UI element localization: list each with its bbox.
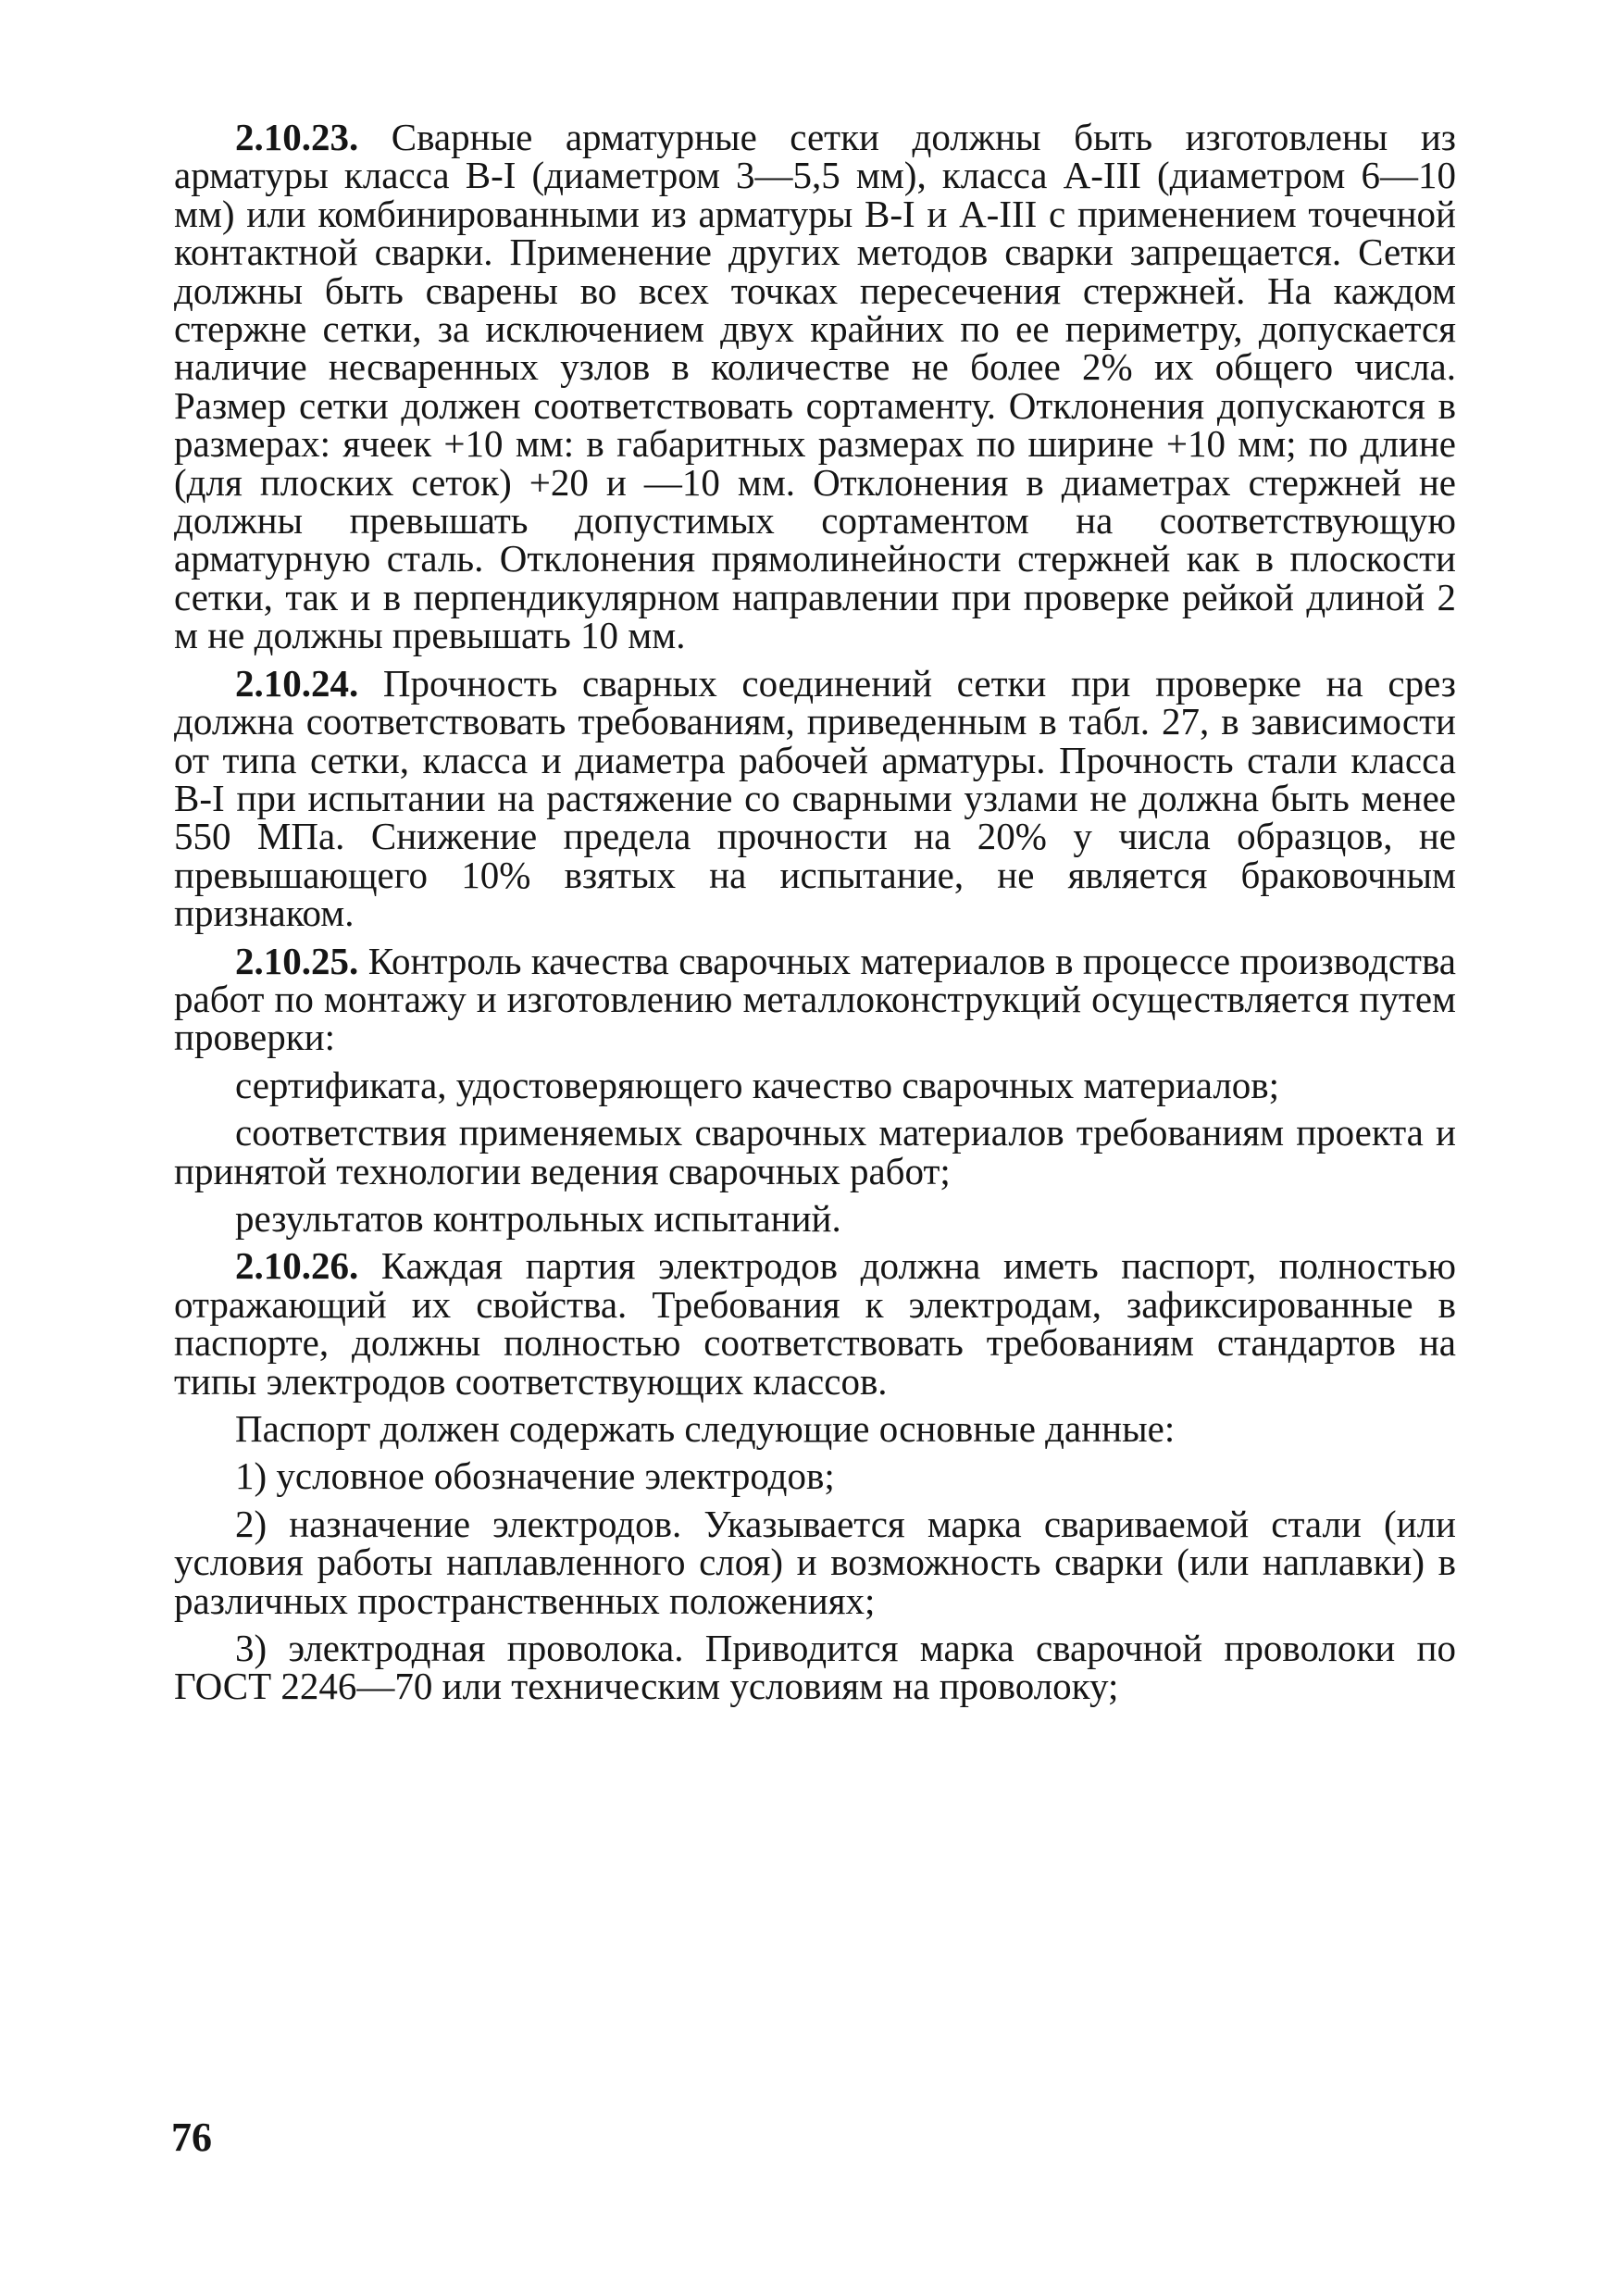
page-number: 76 — [171, 2115, 212, 2160]
paragraph-text: Сварные арматурные сетки должны быть изготовлены из арматуры класса В-I (диаметром 3—5,5 мм), класса А-III (диаметром 6—10 мм) или комбинированными из арматуры В-I и А-III с применением точечной контактной сварки. Применение других методов сварки запрещается. Сетки должны быть сварены во всех точках пересечения стержней. На каждом стержне сетки, за исключением двух крайних по ее периметру, допускается наличие несваренных узлов в количестве не более 2% их общего числа. Размер сетки должен соответствовать сортаменту. Отклонения допускаются в размерах: ячеек +10 мм: в габаритных размерах по ширине +10 мм; по длине (для плоских сеток) +20 и —10 мм. Отклонения в диаметрах стержней не должны превышать допустимых сортаментом на соответствующую арматурную сталь. Отклонения прямолинейности стержней как в плоскости сетки, так и в перпендикулярном направлении при проверке рейкой длиной 2 м не должны превышать 10 мм. — [174, 116, 1456, 657]
paragraph-text: 1) условное обозначение электродов; — [235, 1454, 835, 1498]
paragraph-text: 3) электродная проволока. Приводится марка сварочной проволоки по ГОСТ 2246—70 или техническим условиям на проволоку; — [174, 1627, 1456, 1708]
paragraph-text: Каждая партия электродов должна иметь паспорт, полностью отражающий их свойства. Требования к электродам, зафиксированные в паспорте, должны полностью соответствовать требованиям стандартов на типы электродов соответствующих классов. — [174, 1244, 1456, 1403]
passport-contents-intro — [174, 1407, 1456, 1450]
paragraph-text: результатов контрольных испытаний. — [235, 1196, 841, 1240]
paragraph-text: 2) назначение электродов. Указывается марка свариваемой стали (или условия работы наплавленного слоя) и возможность сварки (или наплавки) в различных пространственных положениях; — [174, 1502, 1456, 1622]
numbered-item-3 — [174, 1629, 1456, 1706]
clause-number: 2.10.26. — [235, 1244, 359, 1288]
paragraph-2-10-24 — [174, 661, 1456, 935]
numbered-item-1 — [174, 1454, 1456, 1498]
paragraph-text: соответствия применяемых сварочных материалов требованиям проекта и принятой технологии ведения сварочных работ; — [174, 1111, 1456, 1192]
paragraph-2-10-25 — [174, 939, 1456, 1059]
page-body — [174, 116, 1456, 1708]
list-item-certificate — [174, 1063, 1456, 1106]
clause-number: 2.10.25. — [235, 939, 359, 982]
paragraph-2-10-23 — [174, 116, 1456, 657]
list-item-compliance — [174, 1111, 1456, 1192]
paragraph-text: Прочность сварных соединений сетки при проверке на срез должна соответствовать требованиям, приведенным в табл. 27, в зависимости от типа сетки, класса и диаметра рабочей арматуры. Прочность стали класса В-I при испытании на растяжение со сварными узлами не должна быть менее 550 МПа. Снижение предела прочности на 20% у числа образцов, не превышающего 10% взятых на испытание, не является браковочным признаком. — [174, 661, 1456, 935]
paragraph-text: сертификата, удостоверяющего качество сварочных материалов; — [235, 1063, 1280, 1106]
paragraph-text: Паспорт должен содержать следующие основные данные: — [235, 1407, 1176, 1450]
paragraph-2-10-26 — [174, 1244, 1456, 1403]
clause-number: 2.10.24. — [235, 661, 359, 705]
list-item-test-results — [174, 1196, 1456, 1240]
clause-number: 2.10.23. — [235, 116, 359, 158]
paragraph-text: Контроль качества сварочных материалов в процессе производства работ по монтажу и изготовлению металлоконструкций осуществляется путем проверки: — [174, 939, 1456, 1059]
numbered-item-2 — [174, 1502, 1456, 1622]
